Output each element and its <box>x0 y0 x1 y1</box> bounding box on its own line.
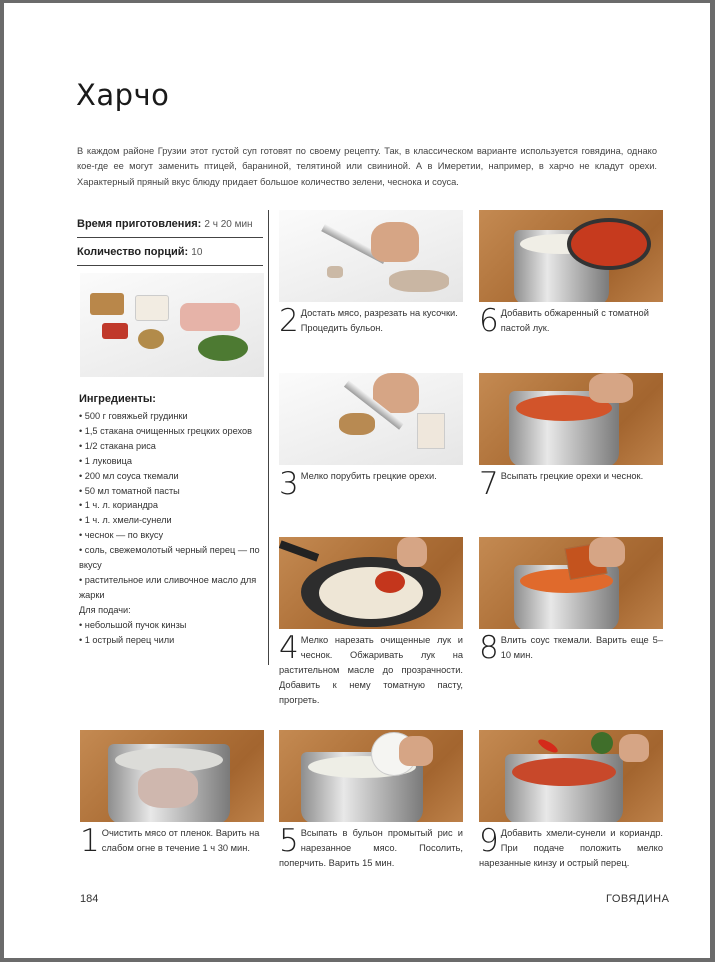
step-number: 5 <box>279 823 299 859</box>
step-number: 9 <box>479 823 499 859</box>
ingredient-item: • 1 луковица <box>79 455 133 466</box>
divider <box>77 265 263 266</box>
ingredient-item: • 1 острый перец чили <box>79 634 175 645</box>
ingredients-photo <box>80 273 264 377</box>
step-number: 3 <box>279 466 299 502</box>
step-8-photo <box>479 537 663 629</box>
ingredients-list <box>79 409 265 648</box>
step-number: 4 <box>279 630 299 666</box>
servings-label: Количество порций: <box>77 246 189 258</box>
prep-time-label: Время приготовления: <box>77 218 202 230</box>
ingredient-item: • 500 г говяжьей грудинки <box>79 411 188 421</box>
prep-time-value: 2 ч 20 мин <box>204 219 253 230</box>
prep-time <box>77 218 253 230</box>
page-number: 184 <box>80 893 99 905</box>
ingredient-item: • 1,5 стакана очищенных грецких орехов <box>79 425 252 436</box>
section-name: ГОВЯДИНА <box>606 893 670 905</box>
recipe-intro: В каждом районе Грузии этот густой суп готовят по своему рецепту. Так, в классическом варианте используется говядина, однако кое-где ее могут заменить птицей, бараниной, телятиной или свининой. А в Имеретии, например, в харчо не кладут орехи. Характерный пряный вкус блюду придает большое количество зелени, чеснока и соуса. <box>77 146 657 187</box>
ingredient-item: • 200 мл соуса ткемали <box>79 470 179 481</box>
step-6 <box>479 303 663 339</box>
step-4-photo <box>279 537 463 629</box>
step-6-photo <box>479 210 663 302</box>
ingredient-item: • небольшой пучок кинзы <box>79 619 187 630</box>
step-9-photo <box>479 730 663 822</box>
step-8 <box>479 630 663 666</box>
ingredient-item: • 1/2 стакана риса <box>79 440 156 451</box>
step-text: Достать мясо, разрезать на кусочки. Процедить бульон. <box>300 308 458 333</box>
recipe-title: Харчо <box>76 78 170 112</box>
servings-value: 10 <box>191 247 203 258</box>
step-text: Очистить мясо от пленок. Варить на слабом огне в течение 1 ч 30 мин. <box>101 828 260 853</box>
ingredient-item: • 50 мл томатной пасты <box>79 485 180 496</box>
step-text: Добавить хмели-сунели и кориандр. При подаче положить мелко нарезанные кинзу и острый перец. <box>479 828 663 868</box>
step-3 <box>279 466 463 502</box>
step-text: Добавить обжаренный с томатной пастой лук. <box>500 308 649 333</box>
ingredients-title: Ингредиенты: <box>79 393 156 405</box>
step-2-photo <box>279 210 463 302</box>
step-text: Мелко нарезать очищенные лук и чеснок. Обжаривать лук на растительном масле до прозрачности. Добавить к нему томатную пасту, прогреть. <box>279 635 463 705</box>
ingredient-item: • чеснок — по вкусу <box>79 530 164 541</box>
step-number: 6 <box>479 303 499 339</box>
step-1-photo <box>80 730 264 822</box>
step-4 <box>279 630 463 708</box>
servings <box>77 246 202 258</box>
step-5-photo <box>279 730 463 822</box>
step-5 <box>279 823 463 871</box>
step-number: 7 <box>479 466 499 502</box>
step-7 <box>479 466 663 502</box>
column-divider <box>268 210 269 665</box>
step-text: Всыпать грецкие орехи и чеснок. <box>500 471 644 481</box>
ingredient-item: • растительное или сливочное масло для жарки <box>79 574 257 600</box>
divider <box>77 237 263 238</box>
step-2 <box>279 303 463 339</box>
step-number: 8 <box>479 630 499 666</box>
step-number: 2 <box>279 303 299 339</box>
serving-subtitle: Для подачи: <box>79 604 131 615</box>
ingredient-item: • 1 ч. л. хмели-сунели <box>79 515 172 526</box>
step-text: Влить соус ткемали. Варить еще 5–10 мин. <box>500 635 663 660</box>
step-7-photo <box>479 373 663 465</box>
step-text: Мелко порубить грецкие орехи. <box>300 471 437 481</box>
step-9 <box>479 823 663 871</box>
step-text: Всыпать в бульон промытый рис и нарезанное мясо. Посолить, поперчить. Варить 15 мин. <box>279 828 463 868</box>
step-3-photo <box>279 373 463 465</box>
step-number: 1 <box>80 823 100 859</box>
ingredient-item: • 1 ч. л. кориандра <box>79 500 159 511</box>
step-1 <box>80 823 264 859</box>
ingredient-item: • соль, свежемолотый черный перец — по вкусу <box>79 545 260 571</box>
